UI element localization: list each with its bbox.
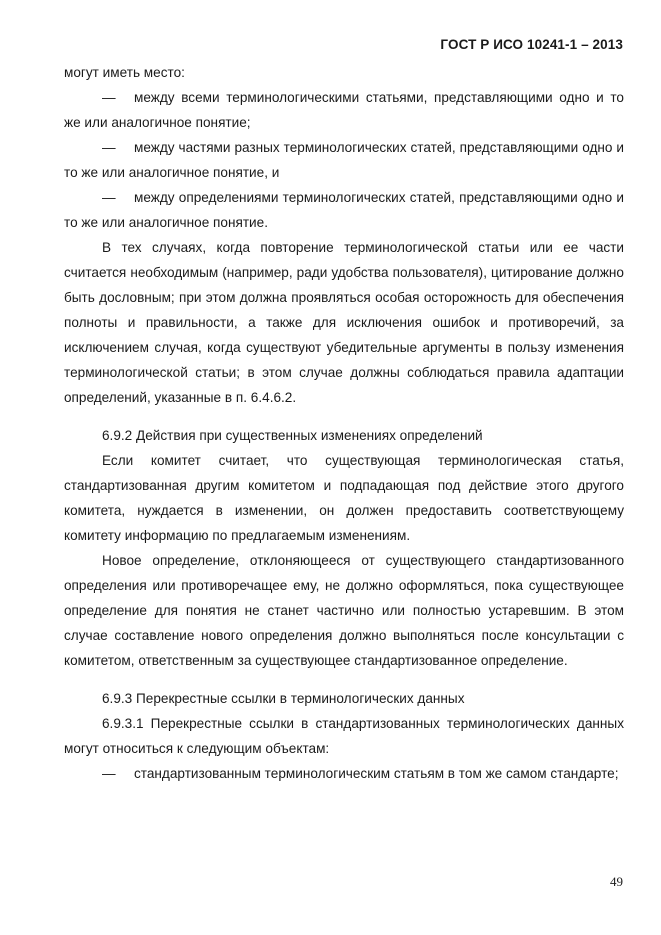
- dash-mark: —: [102, 190, 116, 205]
- paragraph-692-a: Если комитет считает, что существующая терминологическая статья, стандартизованная другим комитетом и подпадающая под действие этого другого комитета, нуждается в изменении, он должен предоставить соответствующему комитету информацию по предлагаемым изменениям.: [64, 453, 624, 543]
- dash-mark: —: [102, 766, 116, 781]
- intro-line: могут иметь место:: [64, 65, 185, 80]
- paragraph-repeat: В тех случаях, когда повторение терминологической статьи или ее части считается необходимым (например, ради удобства пользователя), цитирование должно быть дословным; при этом должна проявляться особая осторожность для обеспечения полноты и правильности, а также для исключения ошибок и противоречий, за исключением случая, когда существуют убедительные аргументы в пользу изменения терминологической статьи; в этом случае должны соблюдаться правила адаптации определений, указанные в п. 6.4.6.2.: [64, 240, 624, 405]
- list-item: [64, 85, 624, 135]
- list-item-text: между определениями терминологических статей, представляющими одно и то же или аналогичное понятие.: [64, 190, 624, 230]
- list-item: [64, 185, 624, 235]
- standard-code-header: ГОСТ Р ИСО 10241-1 – 2013: [440, 37, 623, 52]
- section-693-title: 6.9.3 Перекрестные ссылки в терминологических данных: [102, 691, 465, 706]
- section-692-title: 6.9.2 Действия при существенных изменениях определений: [102, 428, 483, 443]
- dash-mark: —: [102, 90, 116, 105]
- list-item: [64, 135, 624, 185]
- list-item-text: между всеми терминологическими статьями, представляющими одно и то же или аналогичное понятие;: [64, 90, 624, 130]
- spacer: [64, 673, 624, 686]
- list-item-text: стандартизованным терминологическим статьям в том же самом стандарте;: [134, 766, 619, 781]
- page-number: 49: [610, 874, 623, 889]
- list-item: [64, 761, 624, 786]
- page-body: [64, 60, 624, 786]
- list-item-text: между частями разных терминологических статей, представляющими одно и то же или аналогичное понятие, и: [64, 140, 624, 180]
- dash-mark: —: [102, 140, 116, 155]
- spacer: [64, 410, 624, 423]
- paragraph-6931: 6.9.3.1 Перекрестные ссылки в стандартизованных терминологических данных могут относиться к следующим объектам:: [64, 716, 624, 756]
- paragraph-692-b: Новое определение, отклоняющееся от существующего стандартизованного определения или противоречащее ему, не должно оформляться, пока существующее определение для понятия не станет частично или полностью устаревшим. В этом случае составление нового определения должно выполняться после консультации с комитетом, ответственным за существующее стандартизованное определение.: [64, 553, 624, 668]
